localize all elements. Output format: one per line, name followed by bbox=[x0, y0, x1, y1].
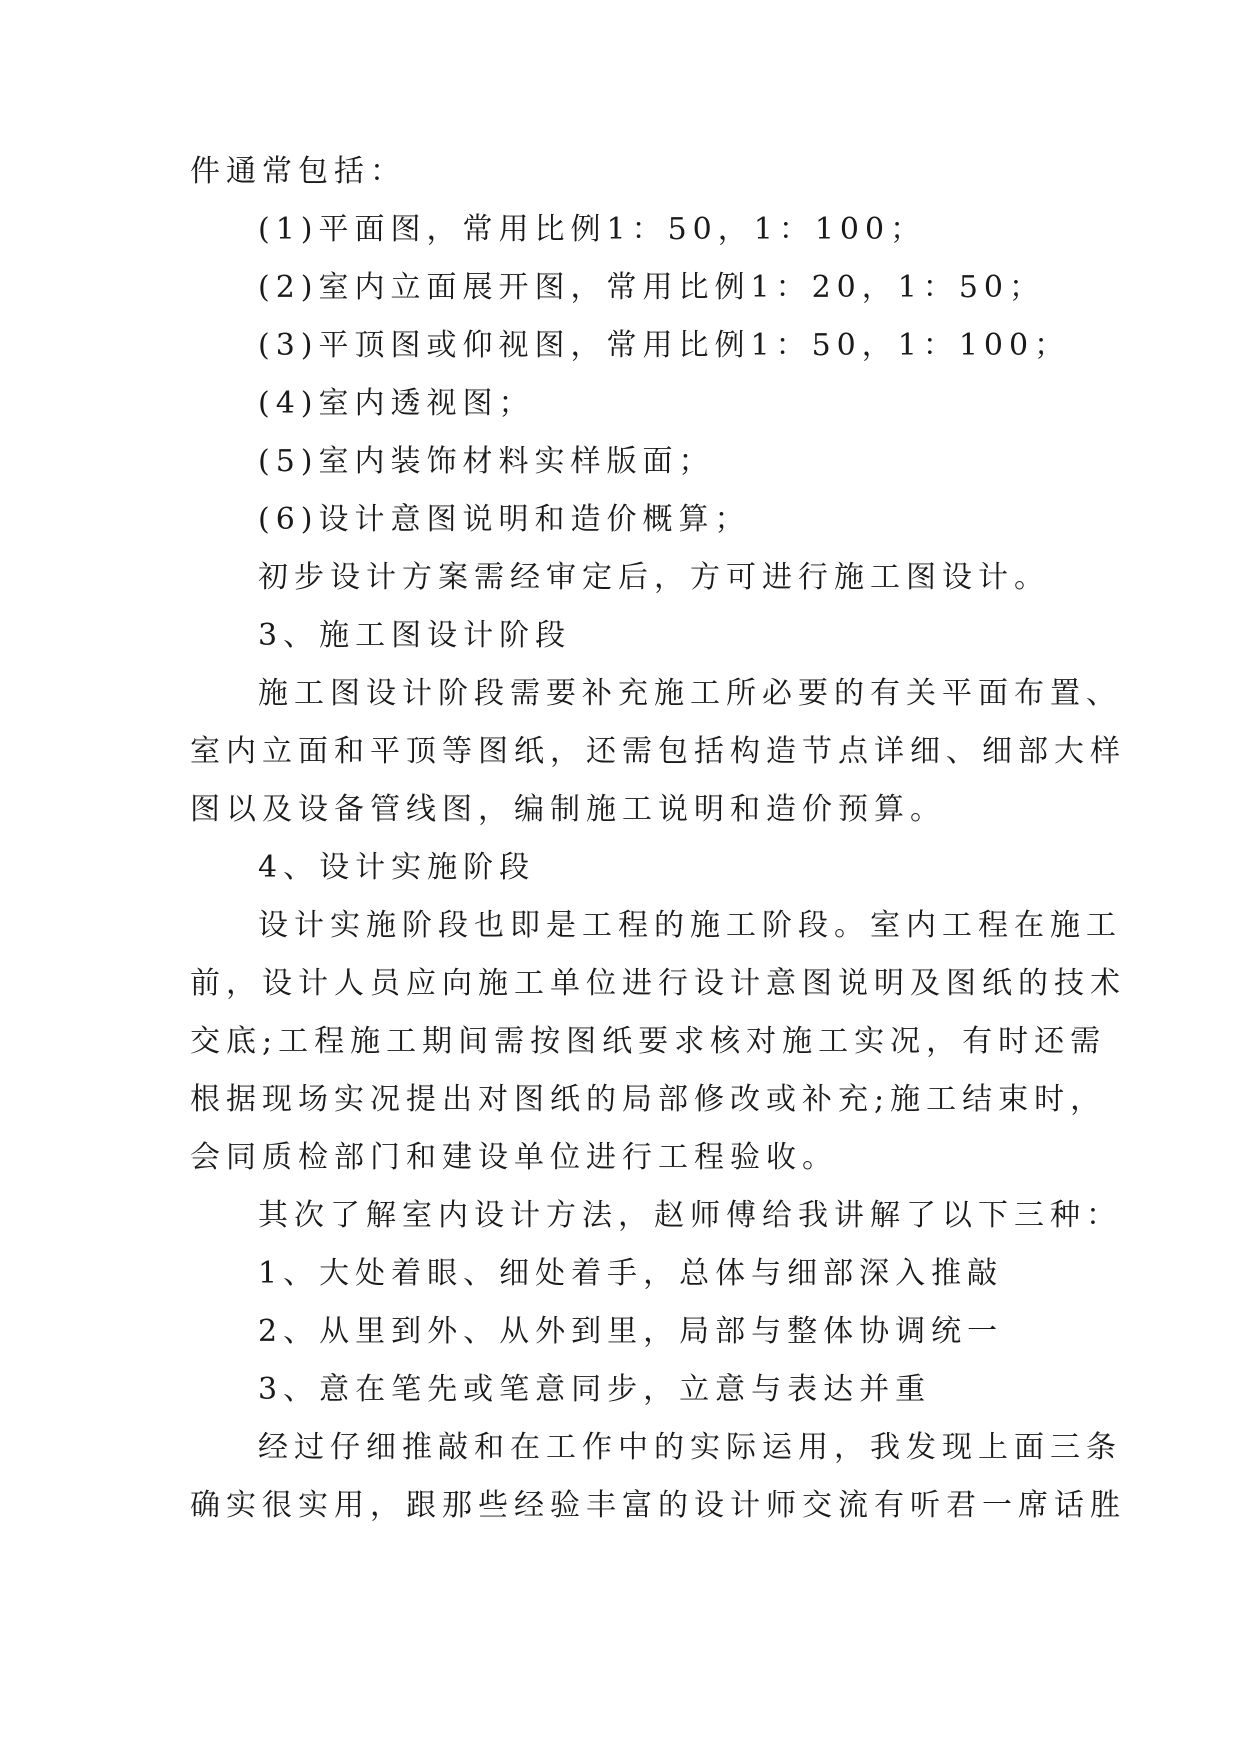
text-line: 设计实施阶段也即是工程的施工阶段。室内工程在施工 bbox=[258, 908, 1122, 943]
text-line: 确实很实用，跟那些经验丰富的设计师交流有听君一席话胜 bbox=[190, 1488, 1126, 1523]
list-item: (1)平面图，常用比例1：50，1：100； bbox=[258, 212, 927, 247]
text-line: 件通常包括： bbox=[190, 154, 406, 189]
text-line: 室内立面和平顶等图纸，还需包括构造节点详细、细部大样 bbox=[190, 734, 1126, 769]
list-item: 1、大处着眼、细处着手，总体与细部深入推敲 bbox=[258, 1256, 1004, 1291]
section-heading: 4、设计实施阶段 bbox=[258, 850, 536, 885]
text-line: 经过仔细推敲和在工作中的实际运用，我发现上面三条 bbox=[258, 1430, 1122, 1465]
list-item: (5)室内装饰材料实样版面； bbox=[258, 444, 715, 479]
section-heading: 3、施工图设计阶段 bbox=[258, 618, 572, 653]
list-item: 3、意在笔先或笔意同步，立意与表达并重 bbox=[258, 1372, 932, 1407]
list-item: (6)设计意图说明和造价概算； bbox=[258, 502, 751, 537]
list-item: (4)室内透视图； bbox=[258, 386, 535, 421]
text-line: 交底;工程施工期间需按图纸要求核对施工实况，有时还需 bbox=[190, 1024, 1107, 1059]
text-line: 初步设计方案需经审定后，方可进行施工图设计。 bbox=[258, 560, 1050, 595]
list-item: (2)室内立面展开图，常用比例1：20，1：50； bbox=[258, 270, 1046, 305]
text-line: 施工图设计阶段需要补充施工所必要的有关平面布置、 bbox=[258, 676, 1122, 711]
list-item: (3)平顶图或仰视图，常用比例1：50，1：100； bbox=[258, 328, 1071, 363]
text-line: 会同质检部门和建设单位进行工程验收。 bbox=[190, 1140, 838, 1175]
text-line: 其次了解室内设计方法，赵师傅给我讲解了以下三种： bbox=[258, 1198, 1122, 1233]
text-line: 图以及设备管线图，编制施工说明和造价预算。 bbox=[190, 792, 946, 827]
text-line: 前，设计人员应向施工单位进行设计意图说明及图纸的技术 bbox=[190, 966, 1126, 1001]
text-line: 根据现场实况提出对图纸的局部修改或补充;施工结束时， bbox=[190, 1082, 1107, 1117]
list-item: 2、从里到外、从外到里，局部与整体协调统一 bbox=[258, 1314, 1004, 1349]
